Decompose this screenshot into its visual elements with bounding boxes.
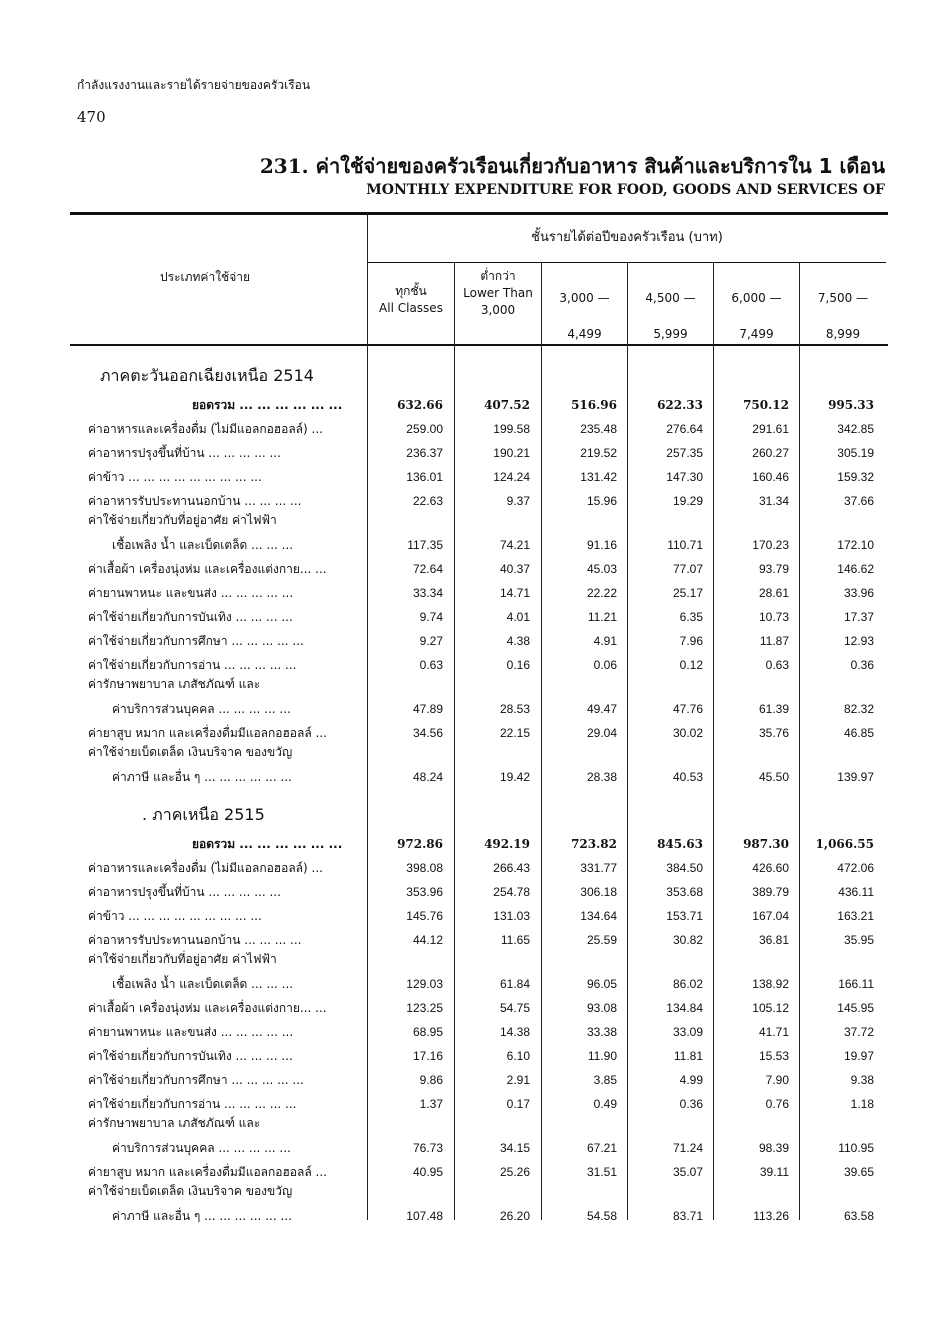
table-cell: 117.35 xyxy=(407,538,443,552)
column-header xyxy=(800,280,886,352)
table-row xyxy=(88,418,888,440)
table-cell: 9.37 xyxy=(506,494,530,508)
column-header-extra: 4,499 xyxy=(567,327,602,341)
section-title: . ภาคเหนือ 2515 xyxy=(142,805,265,824)
table-cell: 98.39 xyxy=(758,1141,789,1155)
table-row xyxy=(88,1021,888,1043)
table-cell: 407.52 xyxy=(484,398,530,412)
table-cell: 398.08 xyxy=(406,861,443,875)
table-cell: 7.90 xyxy=(765,1073,789,1087)
table-cell: 46.85 xyxy=(843,726,874,740)
table-cell: 4.91 xyxy=(593,634,617,648)
table-cell: 33.38 xyxy=(586,1025,617,1039)
table-cell: 134.84 xyxy=(666,1001,703,1015)
table-cell: 254.78 xyxy=(493,885,530,899)
table-cell: 31.51 xyxy=(586,1165,617,1179)
table-cell: 93.08 xyxy=(586,1001,617,1015)
column-header-th: ต่ำกว่า xyxy=(480,269,516,283)
table-cell: 3.85 xyxy=(593,1073,617,1087)
table-cell: 353.68 xyxy=(666,885,703,899)
table-cell: 36.81 xyxy=(758,933,789,947)
table-cell: 163.21 xyxy=(837,909,874,923)
column-header xyxy=(628,280,713,352)
row-label-continued: ค่าใช้จ่ายเบ็ดเตล็ด เงินบริจาค ของขวัญ xyxy=(88,1184,293,1198)
table-row xyxy=(88,1069,888,1091)
table-title-thai xyxy=(260,150,885,182)
table-row xyxy=(88,466,888,488)
table-cell: 750.12 xyxy=(743,398,789,412)
table-cell: 492.19 xyxy=(484,837,530,851)
table-cell: 25.26 xyxy=(499,1165,530,1179)
table-cell: 34.15 xyxy=(499,1141,530,1155)
row-label-continued: ค่าใช้จ่ายเกี่ยวกับที่อยู่อาศัย ค่าไฟฟ้า xyxy=(88,952,277,966)
table-row xyxy=(88,654,888,676)
table-cell: 40.37 xyxy=(499,562,530,576)
table-cell: 199.58 xyxy=(493,422,530,436)
table-row xyxy=(88,1205,888,1227)
table-cell: 170.23 xyxy=(752,538,789,552)
row-label: ค่าอาหารและเครื่องดื่ม (ไม่มีแอลกอฮอลล์) ... xyxy=(88,422,323,436)
column-header xyxy=(714,280,799,352)
table-cell: 39.65 xyxy=(843,1165,874,1179)
table-cell: 61.84 xyxy=(499,977,530,991)
table-cell: 4.99 xyxy=(679,1073,703,1087)
row-label: ค่าอาหารปรุงขึ้นที่บ้าน ... ... ... ... ... xyxy=(88,885,281,899)
spanner-header: ชั้นรายได้ต่อปีของครัวเรือน (บาท) xyxy=(531,230,723,245)
column-header-th: 4,500 — xyxy=(645,291,696,305)
row-label: ค่าภาษี และอื่น ๆ ... ... ... ... ... ... xyxy=(112,1209,292,1223)
row-label: ค่าใช้จ่ายเกี่ยวกับการศึกษา ... ... ... ... ... xyxy=(88,1073,304,1087)
table-cell: 76.73 xyxy=(412,1141,443,1155)
table-cell: 0.12 xyxy=(679,658,703,672)
table-cell: 110.71 xyxy=(667,538,703,552)
table-cell: 54.58 xyxy=(586,1209,617,1223)
table-row xyxy=(88,442,888,464)
column-header-en: Lower Than xyxy=(463,286,533,300)
table-cell: 987.30 xyxy=(743,837,789,851)
table-cell: 17.16 xyxy=(412,1049,443,1063)
table-cell: 9.86 xyxy=(419,1073,443,1087)
row-label: ค่ายานพาหนะ และขนส่ง ... ... ... ... ... xyxy=(88,586,294,600)
table-cell: 235.48 xyxy=(580,422,617,436)
table-cell: 96.05 xyxy=(586,977,617,991)
row-label: ค่าบริการส่วนบุคคล ... ... ... ... ... xyxy=(112,702,291,716)
table-cell: 11.81 xyxy=(673,1049,703,1063)
table-cell: 0.06 xyxy=(593,658,617,672)
table-cell: 11.21 xyxy=(587,610,617,624)
page-number: 470 xyxy=(77,108,106,126)
table-cell: 37.66 xyxy=(843,494,874,508)
table-cell: 147.30 xyxy=(666,470,703,484)
row-label: ค่าใช้จ่ายเกี่ยวกับการอ่าน ... ... ... ... ... xyxy=(88,658,297,672)
column-header-th: 7,500 — xyxy=(817,291,869,305)
table-cell: 1.18 xyxy=(850,1097,874,1111)
table-cell: 632.66 xyxy=(397,398,443,412)
table-cell: 31.34 xyxy=(758,494,789,508)
table-title-thai-text: ค่าใช้จ่ายของครัวเรือนเกี่ยวกับอาหาร สินค้าและบริการใน 1 เดือน xyxy=(315,154,885,178)
table-row xyxy=(88,1161,888,1183)
table-cell: 723.82 xyxy=(571,837,617,851)
table-cell: 0.63 xyxy=(765,658,789,672)
table-cell: 40.53 xyxy=(672,770,703,784)
table-cell: 19.29 xyxy=(672,494,703,508)
row-label: ค่าเสื้อผ้า เครื่องนุ่งห่ม และเครื่องแต่งกาย... ... xyxy=(88,1001,327,1015)
table-cell: 107.48 xyxy=(406,1209,443,1223)
column-header xyxy=(455,268,541,319)
stub-header: ประเภทค่าใช้จ่าย xyxy=(160,270,250,284)
row-label-continued: ค่ารักษาพยาบาล เภสัชภัณฑ์ และ xyxy=(88,677,261,691)
table-cell: 123.25 xyxy=(406,1001,443,1015)
table-cell: 22.63 xyxy=(412,494,443,508)
table-cell: 426.60 xyxy=(752,861,789,875)
table-cell: 995.33 xyxy=(828,398,874,412)
table-cell: 190.21 xyxy=(493,446,530,460)
table-cell: 138.92 xyxy=(752,977,789,991)
table-cell: 40.95 xyxy=(412,1165,443,1179)
table-cell: 172.10 xyxy=(837,538,874,552)
row-label-continued: ค่ารักษาพยาบาล เภสัชภัณฑ์ และ xyxy=(88,1116,261,1130)
row-label: ค่าข้าว ... ... ... ... ... ... ... ... ... xyxy=(88,909,262,923)
table-cell: 129.03 xyxy=(406,977,443,991)
table-cell: 219.52 xyxy=(580,446,617,460)
table-cell: 4.01 xyxy=(506,610,530,624)
table-cell: 353.96 xyxy=(406,885,443,899)
column-header xyxy=(368,283,454,317)
table-row xyxy=(88,558,888,580)
table-cell: 68.95 xyxy=(412,1025,443,1039)
row-label-continued: ค่าใช้จ่ายเกี่ยวกับที่อยู่อาศัย ค่าไฟฟ้า xyxy=(88,513,277,527)
row-label: ค่าอาหารปรุงขึ้นที่บ้าน ... ... ... ... ... xyxy=(88,446,281,460)
table-row xyxy=(88,582,888,604)
column-header-en: All Classes xyxy=(379,301,443,315)
table-cell: 389.79 xyxy=(752,885,789,899)
table-cell: 159.32 xyxy=(837,470,874,484)
table-cell: 82.32 xyxy=(843,702,874,716)
table-cell: 139.97 xyxy=(837,770,874,784)
row-label: ค่าภาษี และอื่น ๆ ... ... ... ... ... ... xyxy=(112,770,292,784)
column-header-extra: 5,999 xyxy=(653,327,688,341)
table-row xyxy=(88,394,888,416)
table-cell: 14.38 xyxy=(499,1025,530,1039)
table-cell: 22.15 xyxy=(499,726,530,740)
table-row xyxy=(88,997,888,1019)
section-title: ภาคตะวันออกเฉียงเหนือ 2514 xyxy=(100,366,314,385)
table-number: 231. xyxy=(259,154,309,178)
running-head: กำลังแรงงานและรายได้รายจ่ายของครัวเรือน xyxy=(77,78,311,92)
table-cell: 63.58 xyxy=(843,1209,874,1223)
table-cell: 35.95 xyxy=(843,933,874,947)
table-cell: 34.56 xyxy=(412,726,443,740)
table-cell: 14.71 xyxy=(499,586,530,600)
table-title-english: MONTHLY EXPENDITURE FOR FOOD, GOODS AND SERVICES OF xyxy=(366,182,885,198)
table-cell: 45.50 xyxy=(758,770,789,784)
table-cell: 131.03 xyxy=(493,909,530,923)
table-cell: 9.27 xyxy=(419,634,443,648)
table-cell: 136.01 xyxy=(406,470,443,484)
table-cell: 972.86 xyxy=(397,837,443,851)
row-label: เชื้อเพลิง น้ำ และเบ็ดเตล็ด ... ... ... xyxy=(112,538,294,552)
row-label: ยอดรวม ... ... ... ... ... ... xyxy=(192,398,343,412)
table-row xyxy=(88,1093,888,1115)
table-cell: 436.11 xyxy=(838,885,874,899)
table-row xyxy=(88,630,888,652)
row-label-continued: ค่าใช้จ่ายเบ็ดเตล็ด เงินบริจาค ของขวัญ xyxy=(88,745,293,759)
table-cell: 35.07 xyxy=(672,1165,703,1179)
table-cell: 28.61 xyxy=(758,586,789,600)
table-cell: 17.37 xyxy=(843,610,874,624)
column-header-th: 3,000 — xyxy=(559,291,610,305)
row-label: ค่าอาหารรับประทานนอกบ้าน ... ... ... ... xyxy=(88,933,302,947)
table-row xyxy=(88,905,888,927)
table-cell: 516.96 xyxy=(571,398,617,412)
table-cell: 11.65 xyxy=(500,933,530,947)
row-label: ค่าเสื้อผ้า เครื่องนุ่งห่ม และเครื่องแต่งกาย... ... xyxy=(88,562,327,576)
table-cell: 15.53 xyxy=(758,1049,789,1063)
column-header-extra: 7,499 xyxy=(739,327,774,341)
table-cell: 472.06 xyxy=(837,861,874,875)
table-cell: 160.46 xyxy=(752,470,789,484)
table-cell: 19.97 xyxy=(843,1049,874,1063)
table-cell: 93.79 xyxy=(758,562,789,576)
row-label: ยอดรวม ... ... ... ... ... ... xyxy=(192,837,343,851)
table-cell: 54.75 xyxy=(499,1001,530,1015)
column-header-th: 6,000 — xyxy=(731,291,782,305)
table-cell: 0.63 xyxy=(419,658,443,672)
row-label: เชื้อเพลิง น้ำ และเบ็ดเตล็ด ... ... ... xyxy=(112,977,294,991)
table-cell: 33.96 xyxy=(843,586,874,600)
table-cell: 9.38 xyxy=(850,1073,874,1087)
table-row xyxy=(88,1137,888,1159)
table-cell: 0.49 xyxy=(593,1097,617,1111)
table-row xyxy=(88,606,888,628)
table-cell: 9.74 xyxy=(419,610,443,624)
table-cell: 342.85 xyxy=(837,422,874,436)
table-cell: 113.26 xyxy=(753,1209,789,1223)
table-cell: 39.11 xyxy=(759,1165,789,1179)
table-cell: 83.71 xyxy=(672,1209,703,1223)
table-cell: 41.71 xyxy=(758,1025,789,1039)
table-cell: 6.35 xyxy=(679,610,703,624)
table-cell: 11.90 xyxy=(587,1049,617,1063)
table-cell: 236.37 xyxy=(406,446,443,460)
table-row xyxy=(88,766,888,788)
table-cell: 0.36 xyxy=(679,1097,703,1111)
table-cell: 110.95 xyxy=(838,1141,874,1155)
table-cell: 131.42 xyxy=(580,470,617,484)
table-cell: 30.82 xyxy=(672,933,703,947)
table-cell: 146.62 xyxy=(837,562,874,576)
table-cell: 29.04 xyxy=(586,726,617,740)
table-row xyxy=(88,722,888,744)
row-label: ค่าอาหารรับประทานนอกบ้าน ... ... ... ... xyxy=(88,494,302,508)
table-cell: 19.42 xyxy=(499,770,530,784)
table-cell: 45.03 xyxy=(586,562,617,576)
table-cell: 259.00 xyxy=(406,422,443,436)
table-cell: 134.64 xyxy=(580,909,617,923)
row-label: ค่าอาหารและเครื่องดื่ม (ไม่มีแอลกอฮอลล์) ... xyxy=(88,861,323,875)
table-cell: 22.22 xyxy=(586,586,617,600)
table-cell: 25.17 xyxy=(672,586,703,600)
column-header-extra: 3,000 xyxy=(480,303,516,317)
table-cell: 166.11 xyxy=(838,977,874,991)
table-cell: 48.24 xyxy=(412,770,443,784)
table-cell: 74.21 xyxy=(499,538,530,552)
table-cell: 67.21 xyxy=(586,1141,617,1155)
table-cell: 11.87 xyxy=(759,634,789,648)
table-cell: 47.89 xyxy=(412,702,443,716)
table-row xyxy=(88,1045,888,1067)
table-cell: 0.16 xyxy=(506,658,530,672)
table-cell: 331.77 xyxy=(580,861,617,875)
table-cell: 71.24 xyxy=(672,1141,703,1155)
row-label: ค่าใช้จ่ายเกี่ยวกับการอ่าน ... ... ... ... ... xyxy=(88,1097,297,1111)
table-cell: 145.95 xyxy=(837,1001,874,1015)
table-row xyxy=(88,857,888,879)
table-cell: 1,066.55 xyxy=(815,837,874,851)
table-cell: 1.37 xyxy=(419,1097,443,1111)
column-header-th: ทุกชั้น xyxy=(395,284,427,298)
table-cell: 145.76 xyxy=(406,909,443,923)
table-row xyxy=(88,490,888,512)
table-cell: 33.09 xyxy=(672,1025,703,1039)
table-cell: 305.19 xyxy=(837,446,874,460)
table-cell: 33.34 xyxy=(412,586,443,600)
table-cell: 384.50 xyxy=(666,861,703,875)
table-cell: 260.27 xyxy=(752,446,789,460)
table-cell: 2.91 xyxy=(506,1073,530,1087)
table-cell: 257.35 xyxy=(666,446,703,460)
table-cell: 167.04 xyxy=(752,909,789,923)
table-cell: 44.12 xyxy=(412,933,443,947)
table-cell: 77.07 xyxy=(672,562,703,576)
table-row xyxy=(88,929,888,951)
table-cell: 15.96 xyxy=(586,494,617,508)
table-cell: 91.16 xyxy=(586,538,617,552)
table-cell: 105.12 xyxy=(752,1001,789,1015)
table-row xyxy=(88,534,888,556)
table-cell: 37.72 xyxy=(843,1025,874,1039)
table-cell: 61.39 xyxy=(758,702,789,716)
table-cell: 266.43 xyxy=(493,861,530,875)
table-cell: 7.96 xyxy=(679,634,703,648)
table-cell: 12.93 xyxy=(843,634,874,648)
row-label: ค่ายาสูบ หมาก และเครื่องดื่มมีแอลกอฮอลล์ ... xyxy=(88,1165,327,1179)
table-cell: 276.64 xyxy=(666,422,703,436)
table-cell: 28.38 xyxy=(586,770,617,784)
row-label: ค่ายาสูบ หมาก และเครื่องดื่มมีแอลกอฮอลล์ ... xyxy=(88,726,327,740)
table-cell: 291.61 xyxy=(752,422,789,436)
table-cell: 845.63 xyxy=(657,837,703,851)
row-label: ค่าข้าว ... ... ... ... ... ... ... ... ... xyxy=(88,470,262,484)
table-row xyxy=(88,698,888,720)
table-cell: 6.10 xyxy=(506,1049,530,1063)
table-cell: 622.33 xyxy=(657,398,703,412)
table-cell: 28.53 xyxy=(499,702,530,716)
table-cell: 306.18 xyxy=(580,885,617,899)
top-rule xyxy=(70,212,888,215)
table-cell: 0.17 xyxy=(506,1097,530,1111)
table-row xyxy=(88,973,888,995)
table-cell: 49.47 xyxy=(586,702,617,716)
row-label: ค่าใช้จ่ายเกี่ยวกับการศึกษา ... ... ... ... ... xyxy=(88,634,304,648)
table-row xyxy=(88,833,888,855)
table-cell: 30.02 xyxy=(672,726,703,740)
row-label: ค่าบริการส่วนบุคคล ... ... ... ... ... xyxy=(112,1141,291,1155)
table-cell: 72.64 xyxy=(412,562,443,576)
table-row xyxy=(88,881,888,903)
table-cell: 4.38 xyxy=(506,634,530,648)
table-cell: 0.36 xyxy=(850,658,874,672)
table-cell: 47.76 xyxy=(672,702,703,716)
table-cell: 124.24 xyxy=(493,470,530,484)
row-label: ค่ายานพาหนะ และขนส่ง ... ... ... ... ... xyxy=(88,1025,294,1039)
table-cell: 0.76 xyxy=(765,1097,789,1111)
row-label: ค่าใช้จ่ายเกี่ยวกับการบันเทิง ... ... ... ... xyxy=(88,1049,293,1063)
table-cell: 26.20 xyxy=(499,1209,530,1223)
table-cell: 86.02 xyxy=(672,977,703,991)
table-cell: 25.59 xyxy=(586,933,617,947)
column-header-extra: 8,999 xyxy=(825,327,861,341)
row-label: ค่าใช้จ่ายเกี่ยวกับการบันเทิง ... ... ... ... xyxy=(88,610,293,624)
table-cell: 10.73 xyxy=(758,610,789,624)
column-header xyxy=(542,280,627,352)
table-cell: 153.71 xyxy=(666,909,703,923)
table-cell: 35.76 xyxy=(758,726,789,740)
